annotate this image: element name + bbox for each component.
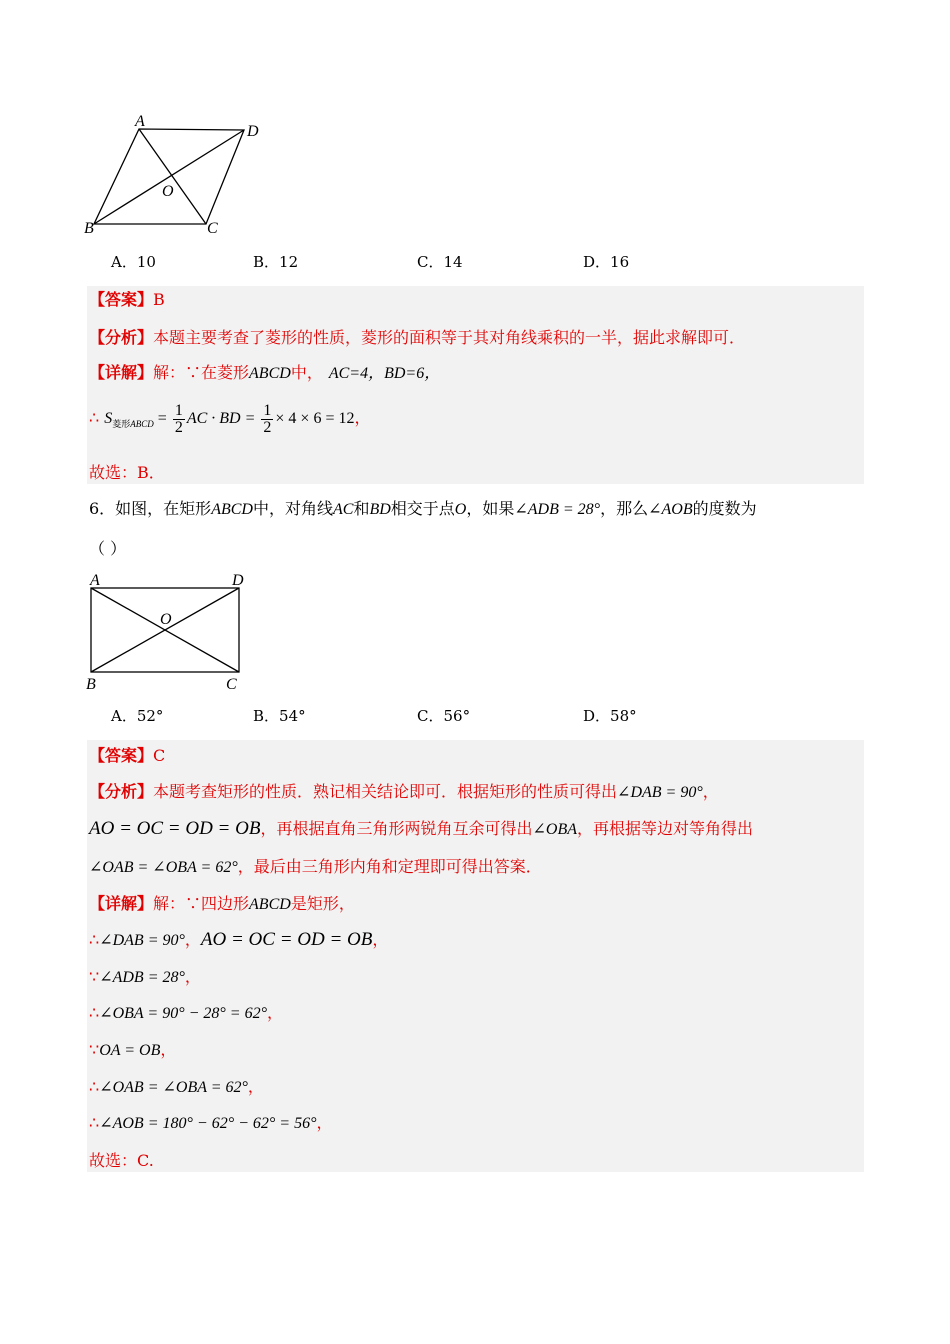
q6-stem-line-2: （ ） (89, 539, 127, 558)
label-D: D (247, 123, 259, 140)
q6-stem-line-1: 6．如图，在矩形ABCD中，对角线AC和BD相交于点O，如果∠ADB = 28°，那么∠AOB的度数为 (89, 499, 757, 518)
q5-detail-line-1 (89, 362, 440, 385)
analysis-tag: 【分析】 (89, 328, 154, 347)
label-D: D (232, 572, 244, 589)
q5-option-b: B．12 (253, 253, 299, 271)
answer-value: C (153, 746, 166, 765)
rhombus-figure (80, 112, 280, 240)
q6-step-7: ∴∠AOB = 180° − 62° − 62° = 56°， (89, 1113, 333, 1132)
q5-detail-line-2 (89, 400, 371, 442)
math-abcd: ABCD (249, 365, 291, 382)
comma: ， (354, 408, 371, 427)
label-C: C (207, 220, 218, 237)
q6-solution-box (87, 740, 864, 1172)
q5-answer-line (89, 289, 165, 311)
detail-text: 解：∵在菱形 (153, 363, 250, 382)
label-O: O (162, 183, 174, 200)
label-O: O (160, 611, 172, 628)
q5-solution-box (87, 286, 864, 484)
label-B: B (86, 676, 96, 693)
label-A: A (135, 113, 145, 130)
q6-step-5: ∵OA = OB， (89, 1040, 177, 1059)
q6-step-3: ∵∠ADB = 28°， (89, 967, 201, 986)
q6-step-2: ∴∠DAB = 90°，AO = OC = OD = OB， (89, 929, 389, 950)
answer-tag: 【答案】 (89, 746, 154, 765)
q6-analysis-line-1: 【分析】本题考查矩形的性质．熟记相关结论即可．根据矩形的性质可得出∠DAB = 90°， (89, 782, 719, 801)
answer-value: B (153, 290, 165, 309)
q6-step-4: ∴∠OBA = 90° − 28° = 62°， (89, 1003, 284, 1022)
q5-option-d: D．16 (583, 253, 630, 271)
detail-tag: 【详解】 (89, 894, 154, 913)
q6-analysis-line-3: ∠OAB = ∠OBA = 62°，最后由三角形内角和定理即可得出答案． (89, 857, 542, 876)
q5-option-a: A．10 (111, 253, 156, 271)
q6-detail-line-1: 【详解】解：∵四边形ABCD是矩形， (89, 894, 355, 913)
q6-option-d: D．58° (583, 707, 637, 725)
label-A: A (90, 572, 100, 589)
q6-step-6: ∴∠OAB = ∠OBA = 62°， (89, 1077, 264, 1096)
analysis-text: 本题主要考查了菱形的性质，菱形的面积等于其对角线乘积的一半，据此求解即可． (153, 328, 746, 347)
q5-analysis-line (89, 327, 745, 349)
q6-option-c: C．56° (417, 707, 471, 725)
analysis-tag: 【分析】 (89, 782, 154, 801)
therefore-symbol: ∴ (89, 408, 100, 427)
detail-tag: 【详解】 (89, 363, 154, 382)
q6-conclusion: 故选：C. (89, 1151, 154, 1170)
math-ac-bd: AC=4，BD=6， (328, 365, 441, 382)
label-B: B (84, 220, 94, 237)
area-formula: $S_{菱形ABCD}$ = $\frac{1}{2}$ AC · BD = $\frac{1}{2}$ × 4 × 6 = 12 (104, 401, 355, 436)
q6-answer-line (89, 745, 165, 767)
label-C: C (226, 676, 237, 693)
answer-tag: 【答案】 (89, 290, 154, 309)
rectangle-figure (80, 566, 260, 696)
q5-conclusion: 故选：B． (89, 463, 165, 482)
q6-option-a: A．52° (111, 707, 164, 725)
detail-text: 中， (290, 363, 323, 382)
q5-option-c: C．14 (417, 253, 463, 271)
q6-analysis-line-2: AO = OC = OD = OB，再根据直角三角形两锐角互余可得出∠OBA，再根据等边对等角得出 (89, 818, 754, 839)
q6-option-b: B．54° (253, 707, 306, 725)
